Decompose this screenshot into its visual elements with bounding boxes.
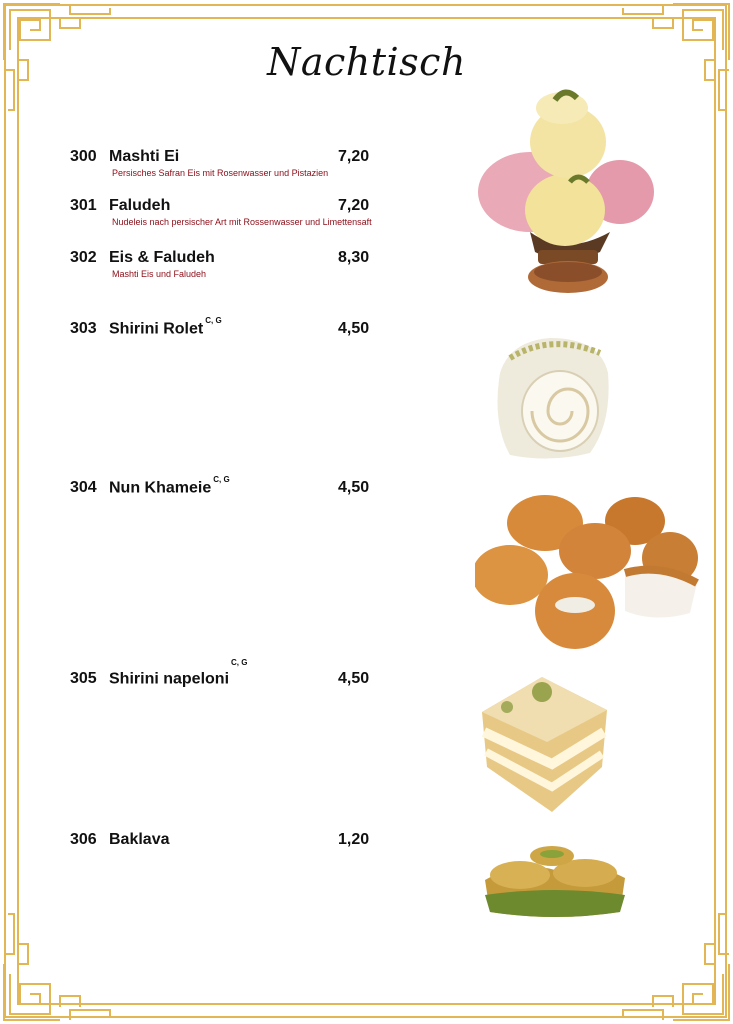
item-description: Persisches Safran Eis mit Rosenwasser und Pistazien — [112, 168, 329, 178]
item-number: 300 — [70, 148, 97, 165]
item-price: 8,30 — [338, 249, 370, 266]
item-number: 304 — [70, 479, 97, 496]
item-name: Nun Khameie $^{C, G}$ — [109, 475, 230, 497]
allergen-codes: C, G — [205, 316, 222, 325]
item-price: 4,50 — [338, 479, 370, 496]
corner-ornament-bottom-right — [613, 904, 733, 1024]
menu-item — [70, 197, 410, 227]
item-name: Shirini napeloni$^{C, G}$ — [109, 658, 248, 688]
item-description: Mashti Eis und Faludeh — [112, 269, 207, 279]
shirini-napeloni-image — [472, 672, 612, 817]
page-title: Nachtisch — [267, 40, 466, 84]
item-price: 4,50 — [338, 670, 370, 687]
menu-item — [70, 658, 410, 692]
menu-item — [70, 831, 410, 853]
shirini-rolet-image — [490, 333, 615, 463]
item-number: 305 — [70, 670, 97, 687]
item-number: 303 — [70, 320, 97, 337]
menu-item — [70, 316, 410, 342]
item-price: 7,20 — [338, 197, 370, 214]
item-name: Shirini Rolet $^{C, G}$ — [109, 316, 222, 338]
allergen-codes: C, G — [231, 658, 248, 667]
item-number: 301 — [70, 197, 97, 214]
menu-item — [70, 249, 410, 279]
item-price: 4,50 — [338, 320, 370, 337]
corner-ornament-bottom-left — [0, 904, 120, 1024]
item-number: 306 — [70, 831, 97, 848]
item-description: Nudeleis nach persischer Art mit Rossenwasser und Limettensaft — [112, 217, 372, 227]
item-name: Mashti Ei — [109, 148, 180, 165]
item-price: 1,20 — [338, 831, 370, 848]
item-name: Eis & Faludeh — [109, 249, 215, 266]
item-name: Faludeh — [109, 197, 171, 214]
menu-item — [70, 475, 410, 501]
item-number: 302 — [70, 249, 97, 266]
baklava-image — [480, 840, 630, 920]
mashti-ice-cream-image — [470, 82, 660, 297]
nun-khameie-image — [475, 493, 700, 658]
item-price: 7,20 — [338, 148, 370, 165]
menu-item — [70, 148, 410, 178]
allergen-codes: C, G — [213, 475, 230, 484]
item-name: Baklava — [109, 831, 170, 848]
